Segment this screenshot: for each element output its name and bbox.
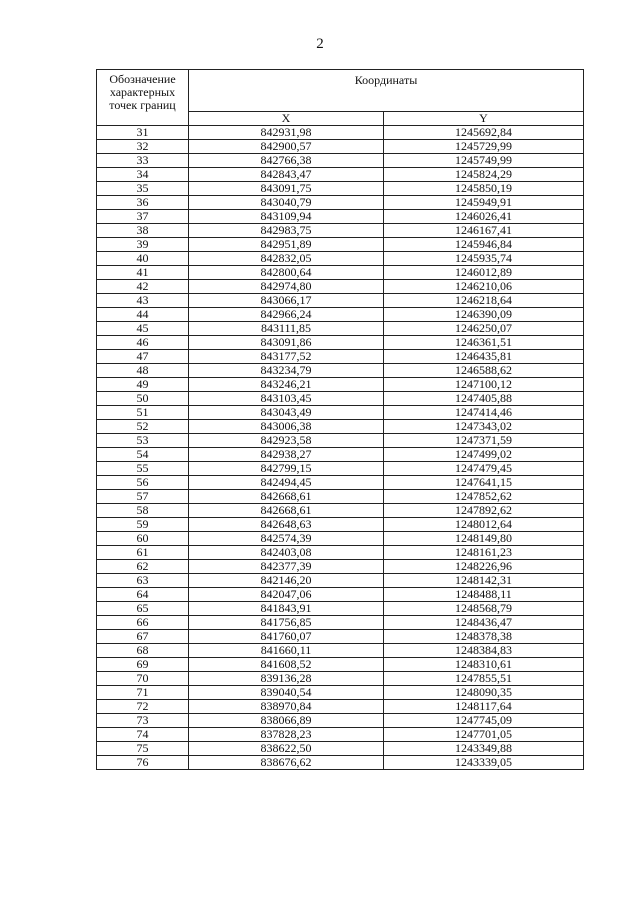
point-number-cell: 42 [97,280,189,294]
point-number-cell: 39 [97,238,189,252]
y-coordinate-cell: 1245692,84 [384,126,584,140]
point-number-cell: 43 [97,294,189,308]
table-row [97,504,584,518]
table-row [97,210,584,224]
x-coordinate-cell: 843091,86 [189,336,384,350]
y-coordinate-cell: 1246026,41 [384,210,584,224]
y-coordinate-cell: 1248012,64 [384,518,584,532]
y-coordinate-cell: 1247641,15 [384,476,584,490]
point-number-cell: 58 [97,504,189,518]
point-number-cell: 55 [97,462,189,476]
table-row [97,714,584,728]
point-number-cell: 53 [97,434,189,448]
point-number-cell: 38 [97,224,189,238]
table-row [97,756,584,770]
table-row [97,490,584,504]
x-coordinate-cell: 841756,85 [189,616,384,630]
y-coordinate-cell: 1247100,12 [384,378,584,392]
table-row [97,406,584,420]
y-coordinate-cell: 1248378,38 [384,630,584,644]
x-coordinate-cell: 843111,85 [189,322,384,336]
y-coordinate-cell: 1246012,89 [384,266,584,280]
y-coordinate-cell: 1243349,88 [384,742,584,756]
table-row [97,672,584,686]
x-coordinate-cell: 842494,45 [189,476,384,490]
x-coordinate-cell: 839136,28 [189,672,384,686]
x-coordinate-cell: 842931,98 [189,126,384,140]
table-row [97,742,584,756]
x-coordinate-cell: 842668,61 [189,504,384,518]
point-number-cell: 44 [97,308,189,322]
point-number-cell: 32 [97,140,189,154]
point-number-cell: 73 [97,714,189,728]
x-coordinate-cell: 842938,27 [189,448,384,462]
table-body [97,126,584,770]
table-row [97,392,584,406]
y-coordinate-cell: 1246218,64 [384,294,584,308]
x-coordinate-cell: 839040,54 [189,686,384,700]
table-row [97,700,584,714]
point-number-cell: 37 [97,210,189,224]
y-coordinate-cell: 1248436,47 [384,616,584,630]
point-number-cell: 41 [97,266,189,280]
x-coordinate-cell: 843103,45 [189,392,384,406]
header-point-line: характерных [109,85,176,99]
y-coordinate-cell: 1248161,23 [384,546,584,560]
x-coordinate-cell: 838676,62 [189,756,384,770]
y-coordinate-cell: 1245749,99 [384,154,584,168]
y-coordinate-cell: 1245824,29 [384,168,584,182]
y-coordinate-cell: 1246361,51 [384,336,584,350]
y-coordinate-cell: 1245949,91 [384,196,584,210]
table-row [97,588,584,602]
y-coordinate-cell: 1248149,80 [384,532,584,546]
point-number-cell: 46 [97,336,189,350]
y-coordinate-cell: 1246588,62 [384,364,584,378]
point-number-cell: 63 [97,574,189,588]
table-row [97,686,584,700]
x-coordinate-cell: 843091,75 [189,182,384,196]
x-coordinate-cell: 843043,49 [189,406,384,420]
x-coordinate-cell: 842648,63 [189,518,384,532]
point-number-cell: 36 [97,196,189,210]
point-number-cell: 33 [97,154,189,168]
y-coordinate-cell: 1243339,05 [384,756,584,770]
x-coordinate-cell: 843177,52 [189,350,384,364]
point-number-cell: 74 [97,728,189,742]
table-row [97,658,584,672]
x-coordinate-cell: 842146,20 [189,574,384,588]
header-x: X [189,112,384,126]
table-row [97,182,584,196]
point-number-cell: 64 [97,588,189,602]
y-coordinate-cell: 1248117,64 [384,700,584,714]
y-coordinate-cell: 1246435,81 [384,350,584,364]
table-row [97,378,584,392]
point-number-cell: 40 [97,252,189,266]
y-coordinate-cell: 1245935,74 [384,252,584,266]
table-row [97,336,584,350]
point-number-cell: 70 [97,672,189,686]
table-row [97,476,584,490]
point-number-cell: 48 [97,364,189,378]
point-number-cell: 65 [97,602,189,616]
y-coordinate-cell: 1247405,88 [384,392,584,406]
table-row [97,420,584,434]
x-coordinate-cell: 842832,05 [189,252,384,266]
x-coordinate-cell: 842574,39 [189,532,384,546]
table-row [97,294,584,308]
point-number-cell: 60 [97,532,189,546]
y-coordinate-cell: 1245850,19 [384,182,584,196]
point-number-cell: 67 [97,630,189,644]
y-coordinate-cell: 1248142,31 [384,574,584,588]
point-number-cell: 34 [97,168,189,182]
x-coordinate-cell: 842974,80 [189,280,384,294]
y-coordinate-cell: 1246210,06 [384,280,584,294]
table-row [97,266,584,280]
y-coordinate-cell: 1248568,79 [384,602,584,616]
x-coordinate-cell: 842377,39 [189,560,384,574]
y-coordinate-cell: 1247855,51 [384,672,584,686]
y-coordinate-cell: 1247414,46 [384,406,584,420]
x-coordinate-cell: 842900,57 [189,140,384,154]
point-number-cell: 59 [97,518,189,532]
x-coordinate-cell: 843040,79 [189,196,384,210]
point-number-cell: 76 [97,756,189,770]
x-coordinate-cell: 843246,21 [189,378,384,392]
x-coordinate-cell: 841608,52 [189,658,384,672]
x-coordinate-cell: 842983,75 [189,224,384,238]
page-number: 2 [316,36,324,52]
table-row [97,364,584,378]
table-row [97,350,584,364]
x-coordinate-cell: 843006,38 [189,420,384,434]
y-coordinate-cell: 1245729,99 [384,140,584,154]
point-number-cell: 57 [97,490,189,504]
y-coordinate-cell: 1246167,41 [384,224,584,238]
point-number-cell: 75 [97,742,189,756]
x-coordinate-cell: 841843,91 [189,602,384,616]
point-number-cell: 62 [97,560,189,574]
x-coordinate-cell: 842800,64 [189,266,384,280]
point-number-cell: 50 [97,392,189,406]
y-coordinate-cell: 1247745,09 [384,714,584,728]
header-point-line: точек границ [109,98,176,112]
header-point-designation [97,70,189,126]
table-row [97,728,584,742]
point-number-cell: 54 [97,448,189,462]
x-coordinate-cell: 842668,61 [189,490,384,504]
y-coordinate-cell: 1247852,62 [384,490,584,504]
x-coordinate-cell: 838066,89 [189,714,384,728]
y-coordinate-cell: 1247343,02 [384,420,584,434]
x-coordinate-cell: 837828,23 [189,728,384,742]
y-coordinate-cell: 1246250,07 [384,322,584,336]
y-coordinate-cell: 1248384,83 [384,644,584,658]
table-row [97,602,584,616]
point-number-cell: 68 [97,644,189,658]
point-number-cell: 61 [97,546,189,560]
point-number-cell: 49 [97,378,189,392]
x-coordinate-cell: 842951,89 [189,238,384,252]
table-row [97,644,584,658]
y-coordinate-cell: 1247479,45 [384,462,584,476]
x-coordinate-cell: 842403,08 [189,546,384,560]
table-row [97,448,584,462]
point-number-cell: 66 [97,616,189,630]
point-number-cell: 31 [97,126,189,140]
y-coordinate-cell: 1247371,59 [384,434,584,448]
header-point-line: Обозначение [109,72,176,86]
point-number-cell: 52 [97,420,189,434]
y-coordinate-cell: 1248226,96 [384,560,584,574]
point-number-cell: 72 [97,700,189,714]
point-number-cell: 69 [97,658,189,672]
x-coordinate-cell: 843109,94 [189,210,384,224]
header-coordinates: Координаты [189,70,584,112]
table-row [97,168,584,182]
table-row [97,224,584,238]
table-row [97,434,584,448]
y-coordinate-cell: 1246390,09 [384,308,584,322]
table-header [97,70,584,126]
coordinates-table [96,69,584,770]
table-row [97,546,584,560]
y-coordinate-cell: 1245946,84 [384,238,584,252]
x-coordinate-cell: 843234,79 [189,364,384,378]
table-row [97,462,584,476]
table-row [97,140,584,154]
table-row [97,252,584,266]
point-number-cell: 35 [97,182,189,196]
point-number-cell: 47 [97,350,189,364]
table-row [97,196,584,210]
x-coordinate-cell: 841660,11 [189,644,384,658]
header-y: Y [384,112,584,126]
table-row [97,308,584,322]
y-coordinate-cell: 1247499,02 [384,448,584,462]
point-number-cell: 71 [97,686,189,700]
x-coordinate-cell: 838622,50 [189,742,384,756]
x-coordinate-cell: 842766,38 [189,154,384,168]
x-coordinate-cell: 842966,24 [189,308,384,322]
table-row [97,518,584,532]
table-row [97,280,584,294]
y-coordinate-cell: 1248488,11 [384,588,584,602]
x-coordinate-cell: 841760,07 [189,630,384,644]
table-row [97,126,584,140]
x-coordinate-cell: 842799,15 [189,462,384,476]
table-row [97,322,584,336]
table-row [97,616,584,630]
table-row [97,532,584,546]
table-row [97,238,584,252]
point-number-cell: 56 [97,476,189,490]
x-coordinate-cell: 842923,58 [189,434,384,448]
table-row [97,574,584,588]
point-number-cell: 51 [97,406,189,420]
table-row [97,560,584,574]
x-coordinate-cell: 842047,06 [189,588,384,602]
y-coordinate-cell: 1248090,35 [384,686,584,700]
y-coordinate-cell: 1248310,61 [384,658,584,672]
x-coordinate-cell: 843066,17 [189,294,384,308]
table-row [97,154,584,168]
y-coordinate-cell: 1247892,62 [384,504,584,518]
point-number-cell: 45 [97,322,189,336]
table-row [97,630,584,644]
x-coordinate-cell: 842843,47 [189,168,384,182]
y-coordinate-cell: 1247701,05 [384,728,584,742]
x-coordinate-cell: 838970,84 [189,700,384,714]
